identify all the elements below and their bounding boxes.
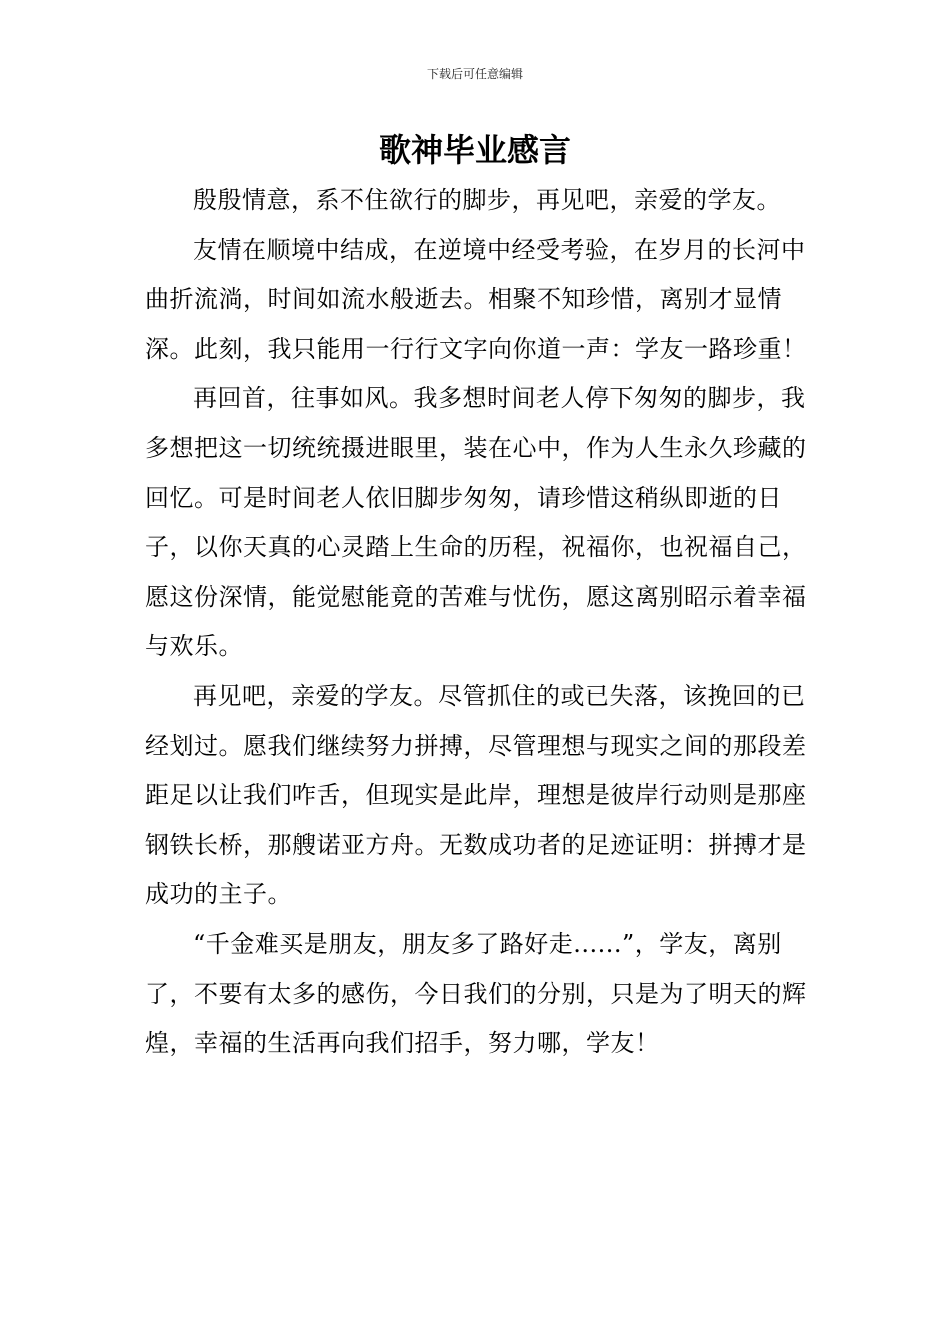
paragraph-5: “千金难买是朋友，朋友多了路好走......”，学友，离别了，不要有太多的感伤，今日我们的分别，只是为了明天的辉煌，幸福的生活再向我们招手，努力哪，学友！: [145, 929, 807, 1058]
paragraph-3: 再回首，往事如风。我多想时间老人停下匆匆的脚步，我多想把这一切统统摄进眼里，装在心中，作为人生永久珍藏的回忆。可是时间老人依旧脚步匆匆，请珍惜这稍纵即逝的日子，以你天真的心灵踏上生命的历程，祝福你，也祝福自己，愿这份深情，能觉慰能竟的苦难与忧伤，愿这离别昭示着幸福与欢乐。: [145, 384, 807, 661]
paragraph-4: 再见吧，亲爱的学友。尽管抓住的或已失落，该挽回的已经划过。愿我们继续努力拼搏，尽管理想与现实之间的那段差距足以让我们咋舌，但现实是此岸，理想是彼岸行动则是那座钢铁长桥，那艘诺亚方舟。无数成功者的足迹证明：拼搏才是成功的主子。: [145, 681, 807, 909]
document-title: 歌神毕业感言: [378, 131, 571, 169]
document-body: [145, 176, 825, 1069]
paragraph-1: 殷殷情意，系不住欲行的脚步，再见吧，亲爱的学友。: [193, 186, 781, 214]
paragraph-2: 友情在顺境中结成，在逆境中经受考验，在岁月的长河中曲折流淌，时间如流水般逝去。相聚不知珍惜，离别才显情深。此刻，我只能用一行行文字向你道一声：学友一路珍重！: [145, 235, 807, 363]
header-note: 下载后可任意编辑: [426, 67, 523, 81]
